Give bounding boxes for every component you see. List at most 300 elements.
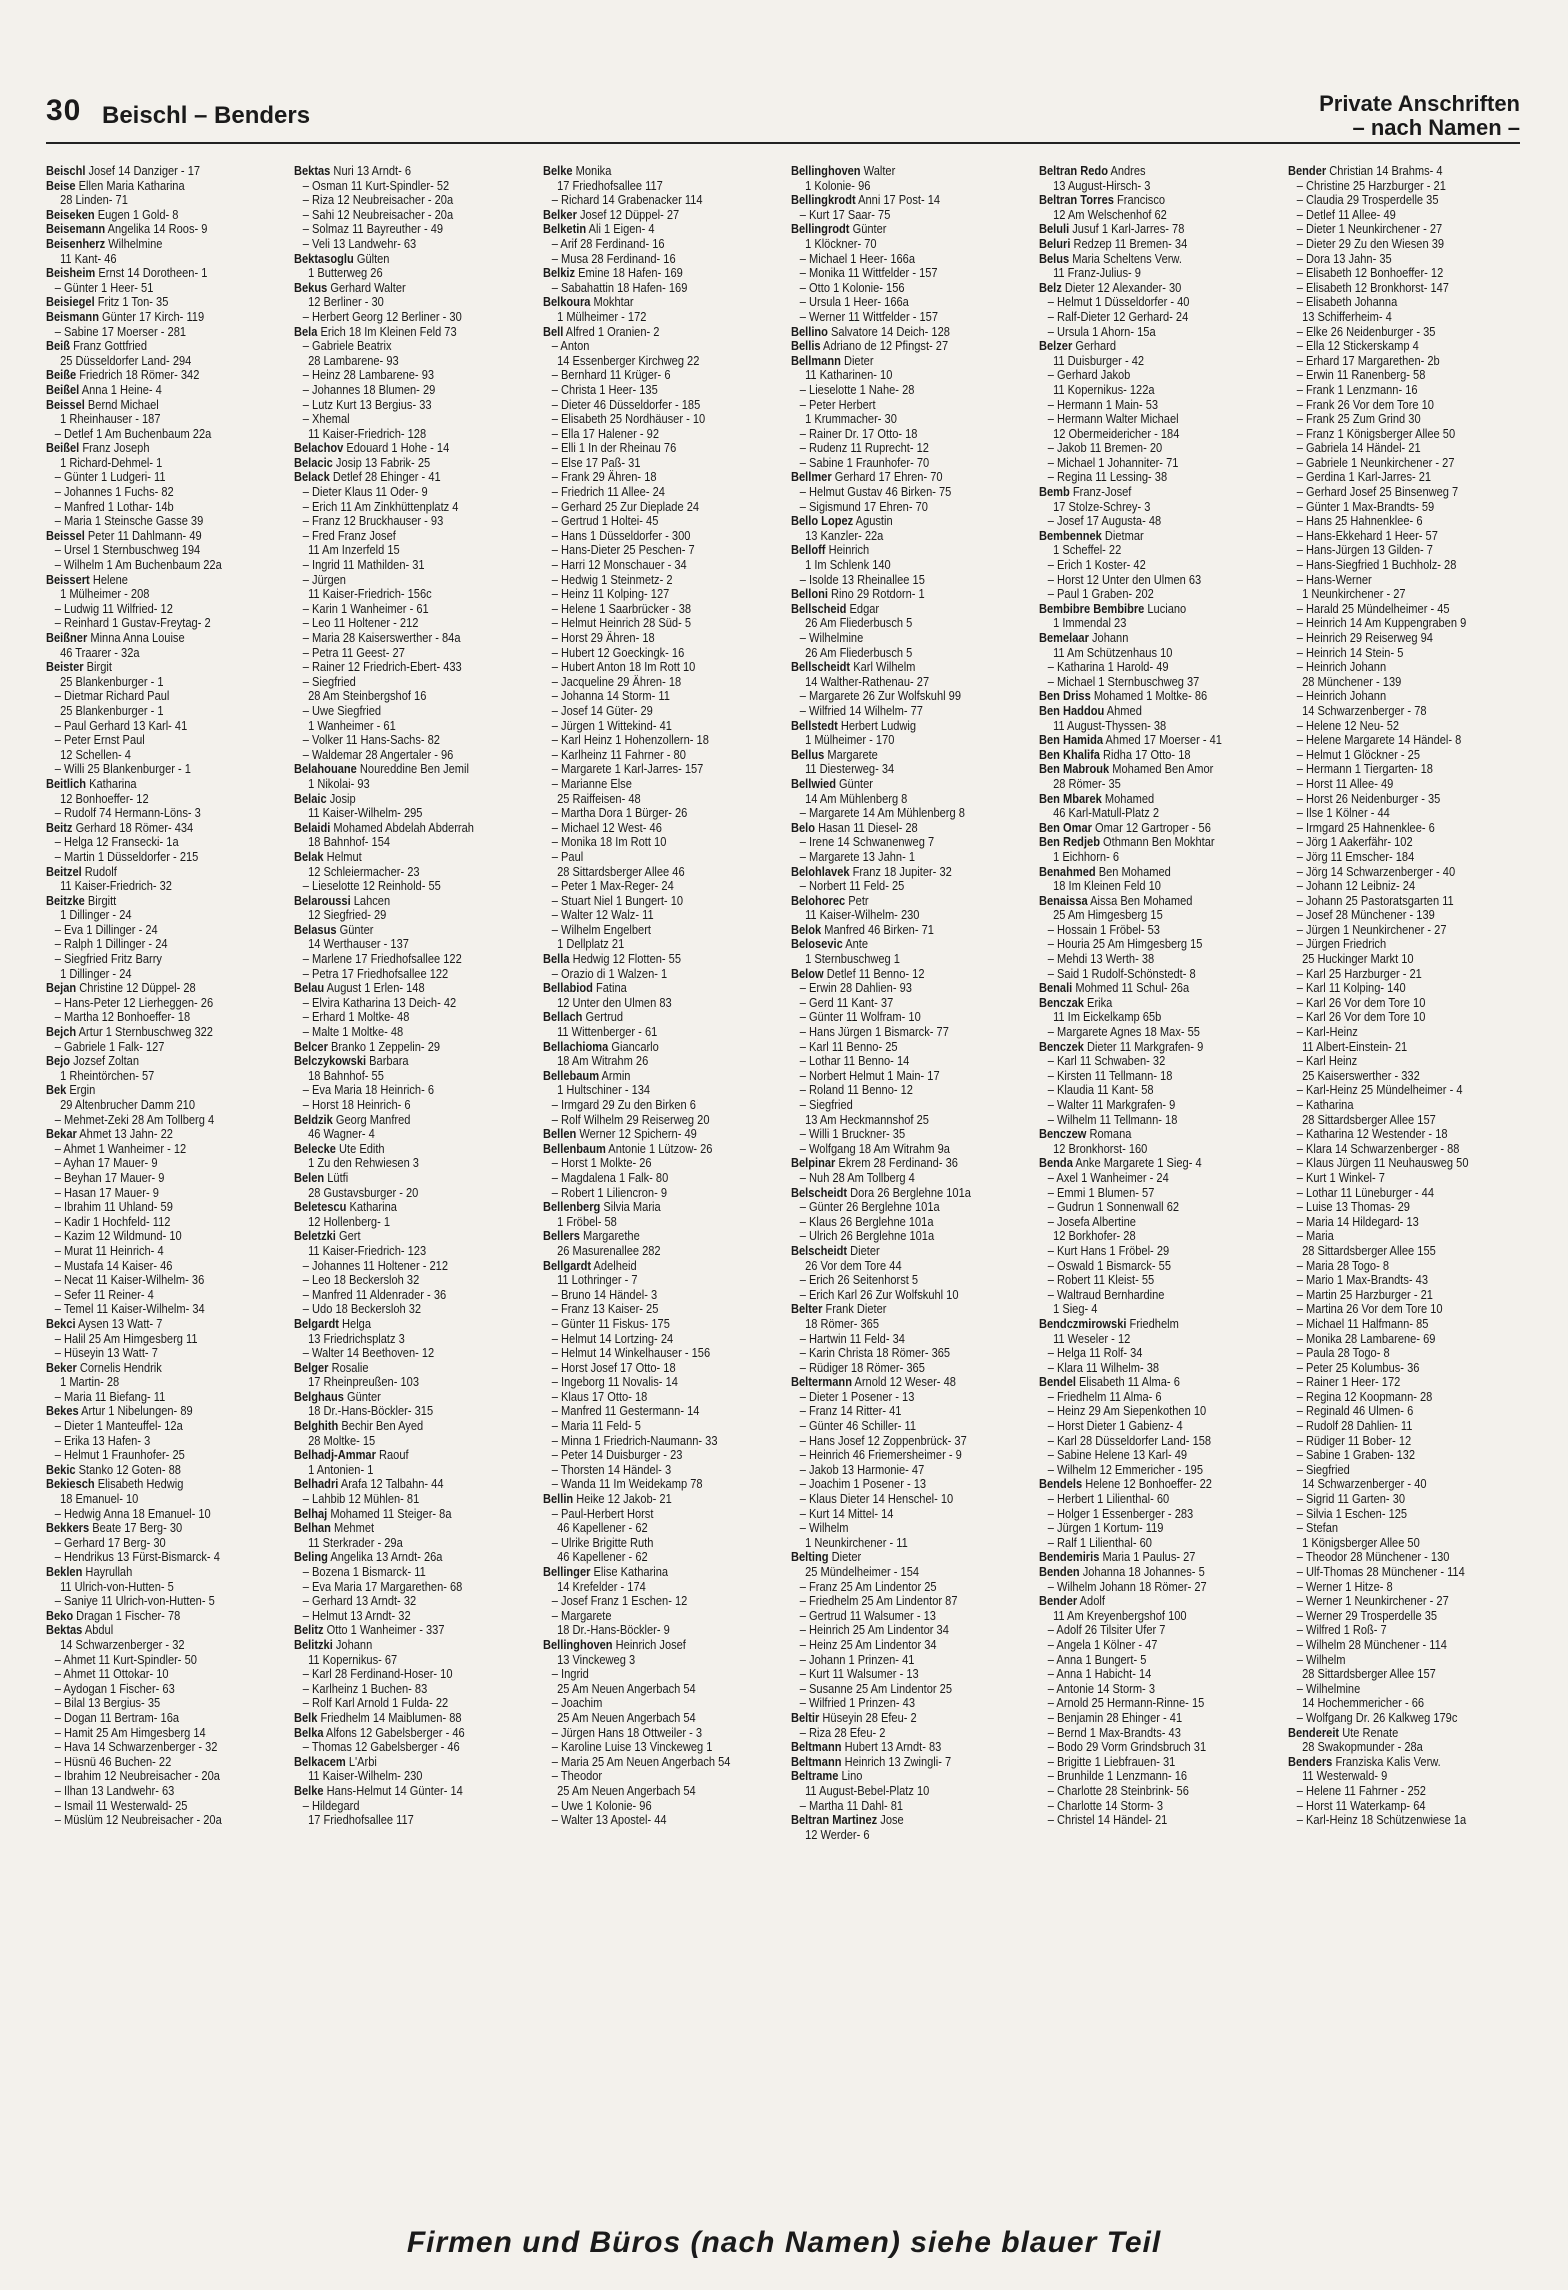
directory-entry [543,1638,774,1653]
directory-address-line: 12 Berliner - 30 [308,295,385,310]
entry-surname: Beißel [46,441,80,456]
entry-surname: Bendemiris [1039,1550,1100,1565]
directory-subentry: – Elisabeth 12 Bonhoeffer- 12 [1296,266,1443,281]
directory-subentry: – Karl-Heinz [1296,1025,1358,1040]
directory-address-line: 26 Am Fliederbusch 5 [805,645,913,660]
entry-surname: Belketin [542,222,586,237]
directory-entry [543,1127,774,1142]
entry-surname: Bembibre Bembibre [1039,601,1145,616]
entry-surname: Beitzke [46,893,85,908]
directory-subentry: – Jakob 13 Harmonie- 47 [799,1462,925,1477]
directory-entry [791,470,1022,485]
directory-subentry: – Bodo 29 Vorm Grindsbruch 31 [1048,1740,1207,1755]
directory-address-line: 11 Kaiser-Wilhelm- 295 [308,806,423,821]
entry-surname: Belhadj-Ammar [294,1448,377,1463]
entry-details: Omar 12 Gartroper - 56 [1095,820,1212,835]
entry-details: Andres [1110,164,1146,178]
directory-entry [791,1375,1022,1390]
directory-address-line: 1 Rheinhauser - 187 [60,412,161,427]
directory-entry [294,1361,525,1376]
directory-subentry: – Charlotte 14 Storm- 3 [1048,1798,1164,1813]
directory-subentry: – Maria 28 Kaiserswerther - 84a [303,631,461,645]
directory-subentry: – Lieselotte 12 Reinhold- 55 [303,879,442,894]
directory-subentry: – Arnold 25 Hermann-Rinne- 15 [1048,1696,1205,1711]
directory-subentry: – Veli 13 Landwehr- 63 [303,236,417,251]
directory-address-line: 12 Unter den Ulmen 83 [556,995,672,1010]
directory-subentry: – Hendrikus 13 Fürst-Bismarck- 4 [54,1550,220,1565]
directory-subentry: – Hedwig 1 Steinmetz- 2 [551,572,673,587]
directory-entry [294,1550,525,1565]
directory-subentry: – Ralf-Dieter 12 Gerhard- 24 [1048,309,1189,324]
directory-subentry: – Katharina 12 Westender - 18 [1296,1127,1448,1142]
directory-entry [543,981,774,996]
directory-entry [294,1142,525,1157]
directory-entry [294,1726,525,1741]
directory-subentry: – Mehdi 13 Werth- 38 [1048,952,1155,967]
directory-address-line: 18 Im Kleinen Feld 10 [1053,879,1162,894]
directory-subentry: – Rüdiger 18 Römer- 365 [799,1360,925,1375]
entry-details: Dieter [843,353,874,368]
directory-entry [294,1755,525,1770]
directory-subentry: – Gabriela 14 Händel- 21 [1296,441,1421,456]
directory-entry [1039,631,1270,646]
directory-subentry: – Monika 18 Im Rott 10 [551,835,667,850]
directory-entry [543,1229,774,1244]
directory-subentry: – Peter Ernst Paul [54,733,145,748]
directory-subentry: – Karl-Heinz 18 Schützenwiese 1a [1296,1813,1466,1828]
directory-subentry: – Hans-Dieter 25 Peschen- 7 [551,543,695,558]
entry-details: Heinrich 13 Zwingli- 7 [844,1754,952,1769]
entry-details: Adriano de 12 Pfingst- 27 [823,339,949,354]
directory-entry [1288,1726,1519,1741]
entry-details: Maria Scheltens Verw. [1072,251,1183,266]
entry-surname: Beister [46,660,84,675]
directory-subentry: – Hans-Jürgen 13 Gilden- 7 [1296,543,1433,558]
directory-subentry: – Theodor [551,1769,602,1784]
entry-surname: Beltran Torres [1039,193,1115,208]
directory-subentry: – Franz 14 Ritter- 41 [799,1404,902,1419]
directory-subentry: – Werner 11 Wittfelder - 157 [799,309,938,324]
directory-subentry: – Xhemal [303,412,350,427]
directory-subentry: – Detlef 1 Am Buchenbaum 22a [54,426,212,441]
entry-surname: Bell [542,324,563,339]
directory-subentry: – Wilhelm [1296,1652,1346,1667]
entry-details: Christine 12 Düppel- 28 [79,981,196,996]
directory-subentry: – Adolf 26 Tilsiter Ufer 7 [1048,1623,1166,1638]
entry-surname: Bellen [542,1127,576,1142]
entry-details: Ahmed 17 Moerser - 41 [1105,733,1223,748]
entry-details: Rudolf [84,864,117,879]
directory-subentry: – Hamit 25 Am Himgesberg 14 [54,1725,206,1740]
entry-surname: Below [790,966,824,981]
directory-address-line: 1 Martin- 28 [60,1375,120,1390]
directory-subentry: – Eva 1 Dillinger - 24 [54,922,158,937]
directory-column-6 [1288,164,1519,2218]
directory-address-line: 14 Schwarzenberger - 40 [1301,1477,1427,1492]
directory-entry [294,1113,525,1128]
directory-entry [46,660,277,675]
directory-subentry: – Günter 11 Wolfram- 10 [799,1010,921,1025]
entry-details: Ben Mohamed [1099,864,1172,879]
directory-subentry: – Rainer 12 Friedrich-Ebert- 433 [303,660,463,675]
entry-surname: Bekus [294,280,328,295]
directory-subentry: – Dogan 11 Bertram- 16a [54,1710,180,1725]
directory-subentry: – Gabriele 1 Neunkirchener - 27 [1296,455,1455,470]
directory-subentry: – Eva Maria 17 Margarethen- 68 [303,1579,463,1594]
entry-surname: Belkoura [542,295,591,310]
directory-subentry: – Sabine 17 Moerser - 281 [54,324,187,339]
directory-subentry: – Riza 12 Neubreisacher - 20a [303,193,454,208]
directory-subentry: – Jürgen 1 Neunkirchener - 27 [1296,922,1447,937]
directory-subentry: – Sabahattin 18 Hafen- 169 [551,280,688,295]
entry-surname: Belloff [790,543,826,558]
directory-subentry: – Ingrid 11 Mathilden- 31 [303,558,425,573]
directory-subentry: – Willi 1 Bruckner- 35 [799,1127,906,1142]
directory-address-line: 1 Zu den Rehwiesen 3 [308,1156,420,1171]
entry-surname: Beletzki [294,1229,337,1244]
directory-subentry: – Ulrich 26 Berglehne 101a [799,1229,935,1244]
entry-details: Johanna 18 Johannes- 5 [1083,1565,1206,1579]
directory-address-line: 1 Nikolai- 93 [308,776,371,791]
entry-details: Gülten [357,251,390,266]
directory-address-line: 11 Kaiser-Friedrich- 128 [308,426,427,441]
directory-address-line: 14 Essenberger Kirchweg 22 [556,353,700,368]
directory-subentry: – Karl 11 Schwaben- 32 [1048,1054,1166,1069]
directory-subentry: – Solmaz 11 Bayreuther - 49 [303,222,444,237]
directory-entry [46,368,277,383]
directory-subentry: – Sahi 12 Neubreisacher - 20a [303,207,454,222]
entry-surname: Belhan [294,1521,332,1536]
entry-details: Herbert Ludwig [840,718,917,733]
directory-subentry: – Kurt 14 Mittel- 14 [799,1506,894,1521]
directory-subentry: – Thorsten 14 Händel- 3 [551,1462,671,1477]
directory-subentry: – Heinrich 25 Am Lindentor 34 [799,1623,949,1638]
directory-subentry: – Temel 11 Kaiser-Wilhelm- 34 [54,1302,205,1317]
entry-surname: Bekiesch [46,1477,95,1492]
directory-subentry: – Bruno 14 Händel- 3 [551,1287,657,1302]
directory-address-line: 18 Dr.-Hans-Böckler- 9 [556,1623,670,1638]
entry-surname: Belhadri [294,1477,339,1492]
directory-entry [543,1040,774,1055]
entry-details: Edouard 1 Hohe - 14 [346,441,450,456]
entry-details: Otto 1 Wanheimer - 337 [326,1623,445,1638]
directory-address-line: 1 Eichhorn- 6 [1053,849,1120,864]
directory-entry [1039,894,1270,909]
directory-entry [46,777,277,792]
directory-address-line: 12 Hollenberg- 1 [308,1214,391,1229]
directory-entry [543,952,774,967]
directory-subentry: – Katharina 1 Harold- 49 [1048,660,1169,675]
directory-address-line: 1 Antonien- 1 [308,1462,374,1477]
directory-subentry: – Gabriele Beatrix [303,339,392,354]
directory-subentry: – Aydogan 1 Fischer- 63 [54,1681,175,1696]
entry-surname: Bellabiod [542,981,593,996]
entry-details: Lahcen [354,893,391,908]
directory-subentry: – Horst 18 Heinrich- 6 [303,1098,411,1112]
directory-subentry: – Wilhelm Engelbert [551,922,651,937]
entry-surname: Bekkers [46,1521,90,1536]
entry-surname: Beitz [46,820,73,835]
directory-subentry: – Regina 12 Koopmann- 28 [1296,1389,1433,1404]
directory-subentry: – Nuh 28 Am Tollberg 4 [799,1170,915,1185]
entry-surname: Beltir [790,1710,820,1725]
entry-surname: Bendereit [1287,1725,1339,1740]
directory-subentry: – Franz 25 Am Lindentor 25 [799,1579,937,1594]
directory-address-line: 11 Kaiser-Friedrich- 123 [308,1243,427,1258]
entry-details: Bernd Michael [87,397,159,412]
directory-address-line: 28 Moltke- 15 [308,1433,376,1448]
entry-details: Lütfi [327,1170,349,1185]
directory-subentry: – Heinrich Johann [1296,689,1386,704]
entry-details: Heinrich [828,543,870,558]
directory-subentry: – Brunhilde 1 Lenzmann- 16 [1048,1769,1188,1784]
directory-subentry: – Karl 26 Vor dem Tore 10 [1296,995,1426,1010]
directory-subentry: – Ingrid [551,1667,589,1682]
entry-surname: Belahouane [294,762,358,777]
directory-subentry: – Werner 1 Hitze- 8 [1296,1579,1393,1594]
directory-subentry: – Detlef 11 Allee- 49 [1296,207,1396,222]
directory-subentry: – Lutz Kurt 13 Bergius- 33 [303,397,432,412]
directory-entry [791,660,1022,675]
directory-subentry: – Hans 1 Düsseldorfer - 300 [551,528,691,543]
directory-subentry: – Frank 1 Lenzmann- 16 [1296,382,1418,397]
directory-address-line: 14 Krefelder - 174 [556,1579,646,1594]
entry-details: Petr [848,893,869,908]
directory-subentry: – Helmut 1 Glöckner - 25 [1296,747,1420,762]
directory-subentry: – Günter 46 Schiller- 11 [799,1419,917,1434]
directory-subentry: – Helene 1 Saarbrücker - 38 [551,601,691,616]
directory-subentry: – Maria 28 Togo- 8 [1296,1258,1389,1273]
directory-subentry: – Kurt 17 Saar- 75 [799,207,891,222]
directory-address-line: 1 Mülheimer - 172 [556,309,647,324]
directory-subentry: – Fred Franz Josef [303,528,397,543]
directory-subentry: – Heinrich 46 Friemersheimer - 9 [799,1448,962,1463]
directory-entry [543,1200,774,1215]
directory-entry [791,1302,1022,1317]
directory-subentry: – Erhard 17 Margarethen- 2b [1296,353,1440,368]
directory-address-line: 14 Werthauser - 137 [308,937,410,952]
entry-surname: Benda [1039,1156,1074,1171]
entry-details: Erich 18 Im Kleinen Feld 73 [320,324,457,339]
directory-subentry: – Friedhelm 25 Am Lindentor 87 [799,1594,958,1609]
directory-address-line: 14 Walther-Rathenau- 27 [805,674,930,689]
entry-surname: Bellmer [790,470,832,485]
directory-subentry: – Helene 12 Neu- 52 [1296,718,1399,733]
directory-subentry: – Erwin 11 Ranenberg- 58 [1296,368,1426,383]
directory-subentry: – Orazio di 1 Walzen- 1 [551,966,667,981]
directory-column-3 [543,164,774,2218]
directory-entry [791,1740,1022,1755]
directory-subentry: – Kadir 1 Hochfeld- 112 [54,1214,171,1229]
directory-entry [294,1448,525,1463]
directory-subentry: – Erhard 1 Moltke- 48 [303,1010,410,1025]
entry-surname: Bela [294,324,318,339]
directory-subentry: – Emmi 1 Blumen- 57 [1048,1185,1155,1200]
directory-subentry: – Angela 1 Kölner - 47 [1048,1637,1158,1652]
directory-subentry: – Dieter 1 Manteuffel- 12a [54,1419,183,1434]
directory-subentry: – Hermann Walter Michael [1048,412,1179,427]
directory-subentry: – Rudolf 74 Hermann-Löns- 3 [54,806,201,821]
directory-subentry: – Walter 11 Markgrafen- 9 [1048,1098,1176,1112]
directory-subentry: – Hüsnü 46 Buchen- 22 [54,1754,172,1769]
entry-details: Jozsef Zoltan [73,1054,140,1069]
directory-entry [46,529,277,544]
directory-address-line: 18 Bahnhof- 154 [308,835,391,850]
directory-entry [543,295,774,310]
directory-subentry: – Johann 25 Pastoratsgarten 11 [1296,893,1454,908]
directory-address-line: 1 Königsberger Allee 50 [1301,1535,1420,1550]
directory-address-line: 1 Hultschiner - 134 [556,1083,650,1098]
directory-entry [1288,164,1519,179]
entry-details: Angelika 13 Arndt- 26a [330,1550,443,1565]
entry-surname: Bendels [1039,1477,1083,1492]
directory-subentry: – Wolfgang Dr. 26 Kalkweg 179c [1296,1710,1458,1725]
directory-entry [294,1171,525,1186]
directory-entry [294,1390,525,1405]
entry-details: Birgitt [87,893,117,908]
entry-details: Hedwig 12 Flotten- 55 [572,952,681,967]
entry-details: Frank Dieter [825,1302,887,1317]
directory-entry [543,1492,774,1507]
directory-subentry: – Malte 1 Moltke- 48 [303,1025,404,1040]
directory-subentry: – Rudolf 28 Dahlien- 11 [1296,1419,1413,1434]
directory-subentry: – Manfred 1 Lothar- 14b [54,499,174,514]
directory-entry [294,441,525,456]
directory-subentry: – Hubert 12 Goeckingk- 16 [551,645,684,660]
directory-subentry: – Klaudia 11 Kant- 58 [1048,1083,1154,1098]
directory-subentry: – Hans-Siegfried 1 Buchholz- 28 [1296,558,1457,573]
directory-entry [46,1463,277,1478]
directory-subentry: – Marianne Else [551,776,632,791]
directory-entry [1039,762,1270,777]
directory-subentry: – Ingeborg 11 Novalis- 14 [551,1375,678,1390]
directory-subentry: – Ilse 1 Kölner - 44 [1296,806,1390,821]
directory-entry [46,266,277,281]
entry-details: Hüseyin 28 Efeu- 2 [822,1710,917,1725]
directory-subentry: – Dieter 1 Posener - 13 [799,1389,915,1404]
directory-subentry: – Karl Heinz [1296,1054,1357,1069]
entry-surname: Bejan [46,981,77,996]
entry-details: Nuri 13 Arndt- 6 [333,164,412,178]
entry-surname: Belasus [294,922,337,937]
entry-details: Rosalie [331,1360,369,1375]
entry-details: Luciano [1147,601,1187,616]
directory-entry [294,252,525,267]
entry-details: Salvatore 14 Deich- 128 [831,324,950,339]
entry-details: Helene [92,572,128,587]
directory-address-line: 11 Kant- 46 [60,251,117,266]
directory-address-line: 46 Kapellener - 62 [556,1550,648,1565]
directory-entry [791,937,1022,952]
directory-subentry: – Heinz 28 Lambarene- 93 [303,368,435,383]
directory-address-line: 11 Albert-Einstein- 21 [1301,1039,1407,1054]
directory-entry [294,821,525,836]
directory-subentry: – Benjamin 28 Ehinger - 41 [1048,1710,1183,1725]
directory-subentry: – Ursel 1 Sternbuschweg 194 [54,543,201,558]
directory-address-line: 12 Borkhofer- 28 [1053,1229,1136,1244]
entry-details: Franz Gottfried [73,339,148,354]
entry-details: Dragan 1 Fischer- 78 [76,1608,181,1623]
entry-surname: Belghaus [294,1389,345,1404]
directory-entry [791,821,1022,836]
directory-subentry: – Maria 14 Hildegard- 13 [1296,1214,1419,1229]
directory-address-line: 11 Kopernikus- 122a [1053,382,1155,397]
directory-subentry: – Christel 14 Händel- 21 [1048,1813,1168,1828]
directory-subentry: – Horst 12 Unter den Ulmen 63 [1048,572,1202,587]
directory-entry [46,865,277,880]
entry-details: Dieter [850,1243,880,1258]
entry-surname: Bellscheid [790,601,847,616]
directory-address-line: 13 Am Heckmannshof 25 [805,1112,929,1127]
directory-address-line: 11 Kaiser-Wilhelm- 230 [805,908,920,923]
directory-subentry: – Kurt 1 Winkel- 7 [1296,1170,1385,1185]
directory-subentry: – Waltraud Bernhardine [1048,1287,1165,1302]
directory-entry [46,179,277,194]
directory-subentry: – Helga 12 Fransecki- 1a [54,835,179,850]
directory-subentry: – Elli 1 In der Rheinau 76 [551,441,676,456]
entry-surname: Belghith [294,1419,339,1434]
directory-subentry: – Hans Josef 12 Zoppenbrück- 37 [799,1433,967,1448]
directory-entry [46,1565,277,1580]
entry-details: Detlef 28 Ehinger - 41 [333,470,441,485]
directory-subentry: – Willi 25 Blankenburger - 1 [54,762,191,777]
entry-details: Mohamed Ben Amor [1112,762,1214,777]
directory-entry [543,1142,774,1157]
directory-subentry: – Jörg 1 Aakerfähr- 102 [1296,835,1413,850]
directory-subentry: – Karl Heinz 1 Hohenzollern- 18 [551,733,709,748]
entry-surname: Beltrame [790,1769,839,1784]
directory-subentry: – Helmut 1 Düsseldorfer - 40 [1048,295,1190,310]
entry-details: Monika [575,164,612,178]
directory-address-line: 25 Am Neuen Angerbach 54 [556,1710,696,1725]
directory-address-line: 12 Schellen- 4 [60,747,131,762]
directory-subentry: – Werner 1 Neunkirchener - 27 [1296,1594,1449,1609]
running-head: Beischl – Benders [102,102,311,129]
directory-address-line: 11 Katharinen- 10 [805,368,893,383]
directory-address-line: 12 Obermeidericher - 184 [1053,426,1180,441]
entry-details: Fritz 1 Ton- 35 [97,295,169,310]
entry-surname: Benczew [1039,1127,1087,1142]
directory-subentry: – Günter 1 Ludgeri- 11 [54,470,166,485]
entry-surname: Belscheidt [790,1243,848,1258]
entry-surname: Benahmed [1039,864,1096,879]
entry-details: Erika [1087,995,1113,1010]
directory-address-line: 46 Wagner- 4 [308,1127,376,1142]
directory-subentry: – Volker 11 Hans-Sachs- 82 [303,733,441,748]
directory-subentry: – Siegfried Fritz Barry [54,952,162,967]
entry-details: Redzep 11 Bremen- 34 [1073,236,1188,251]
directory-entry [1039,281,1270,296]
directory-address-line: 11 Kaiser-Friedrich- 32 [60,879,172,894]
directory-subentry: – Helene Margarete 14 Händel- 8 [1296,733,1461,748]
directory-subentry: – Horst 29 Ähren- 18 [551,631,655,645]
directory-subentry: – Rudenz 11 Ruprecht- 12 [799,441,929,456]
entry-surname: Beisiegel [46,295,95,310]
directory-entry [543,325,774,340]
directory-address-line: 11 Am Inzerfeld 15 [308,543,400,558]
directory-entry [46,821,277,836]
directory-subentry: – Ulf-Thomas 28 Münchener - 114 [1296,1565,1465,1579]
directory-address-line: 1 Dellplatz 21 [556,937,624,952]
entry-details: Franz-Josef [1073,485,1132,500]
directory-subentry: – Franz 13 Kaiser- 25 [551,1302,659,1317]
directory-address-line: 12 Schleiermacher- 23 [308,864,420,879]
directory-subentry: – Wilhelm 1 Am Buchenbaum 22a [54,558,222,573]
entry-surname: Belus [1039,251,1070,266]
directory-address-line: 46 Karl-Matull-Platz 2 [1053,806,1160,821]
directory-subentry: – Theodor 28 Münchener - 130 [1296,1550,1450,1565]
directory-subentry: – Richard 14 Grabenacker 114 [551,193,703,208]
